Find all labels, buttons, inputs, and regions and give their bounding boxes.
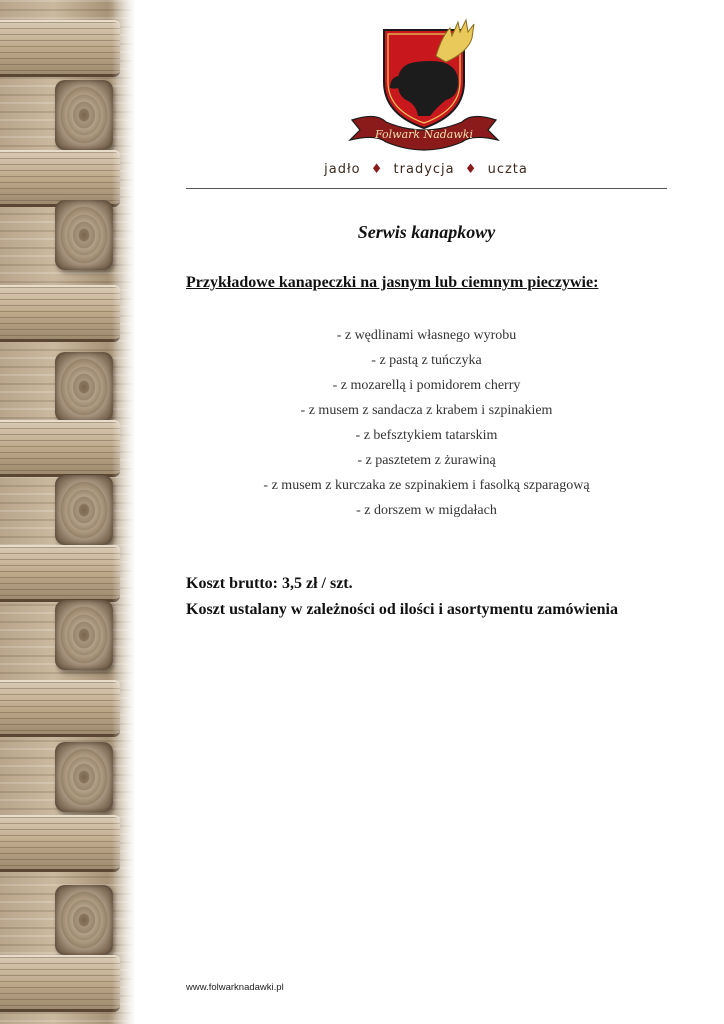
log-end [55,742,113,812]
tagline-part: tradycja [393,162,455,177]
wooden-wall-decoration [0,0,134,1024]
log [0,955,120,1012]
list-item: - z dorszem w migdałach [356,503,497,518]
tagline-part: uczta [487,162,528,177]
log [0,20,120,77]
list-item: - z mozarellą i pomidorem cherry [332,378,521,393]
log [0,150,120,207]
tagline-separator: ♦ [464,162,478,177]
list-item: - z pasztetem z żurawiną [357,453,496,468]
log-end [55,885,113,955]
section-heading: Przykładowe kanapeczki na jasnym lub ciemnym pieczywie: [186,274,599,291]
list-item: - z musem z kurczaka ze szpinakiem i fasolką szparagową [263,478,590,493]
logo-banner-text: Folwark Nadawki [375,128,473,141]
log [0,815,120,872]
page-title: Serwis kanapkowy [357,222,496,242]
log [0,680,120,737]
sandwich-list [186,326,667,526]
tagline-separator: ♦ [370,162,384,177]
tagline-part: jadło [324,162,361,177]
log-end [55,200,113,270]
list-item: - z wędlinami własnego wyrobu [336,328,517,343]
price-line: Koszt brutto: 3,5 zł / szt. [186,575,353,592]
list-item: - z musem z sandacza z krabem i szpinakiem [300,403,553,418]
log-end [55,475,113,545]
log-end [55,80,113,150]
price-note: Koszt ustalany w zależności od ilości i asortymentu zamówienia [186,601,618,618]
log-end [55,352,113,422]
list-item: - z pastą z tuńczyka [371,353,482,368]
log [0,545,120,602]
tagline [186,162,666,177]
footer-website-link[interactable]: www.folwarknadawki.pl [186,982,284,993]
list-item: - z befsztykiem tatarskim [355,428,498,443]
log [0,420,120,477]
header-divider [186,188,667,189]
log [0,285,120,342]
wood-fade [112,0,136,1024]
folwark-logo [346,16,502,158]
moose-shield-logo-icon [346,16,502,158]
log-end [55,600,113,670]
